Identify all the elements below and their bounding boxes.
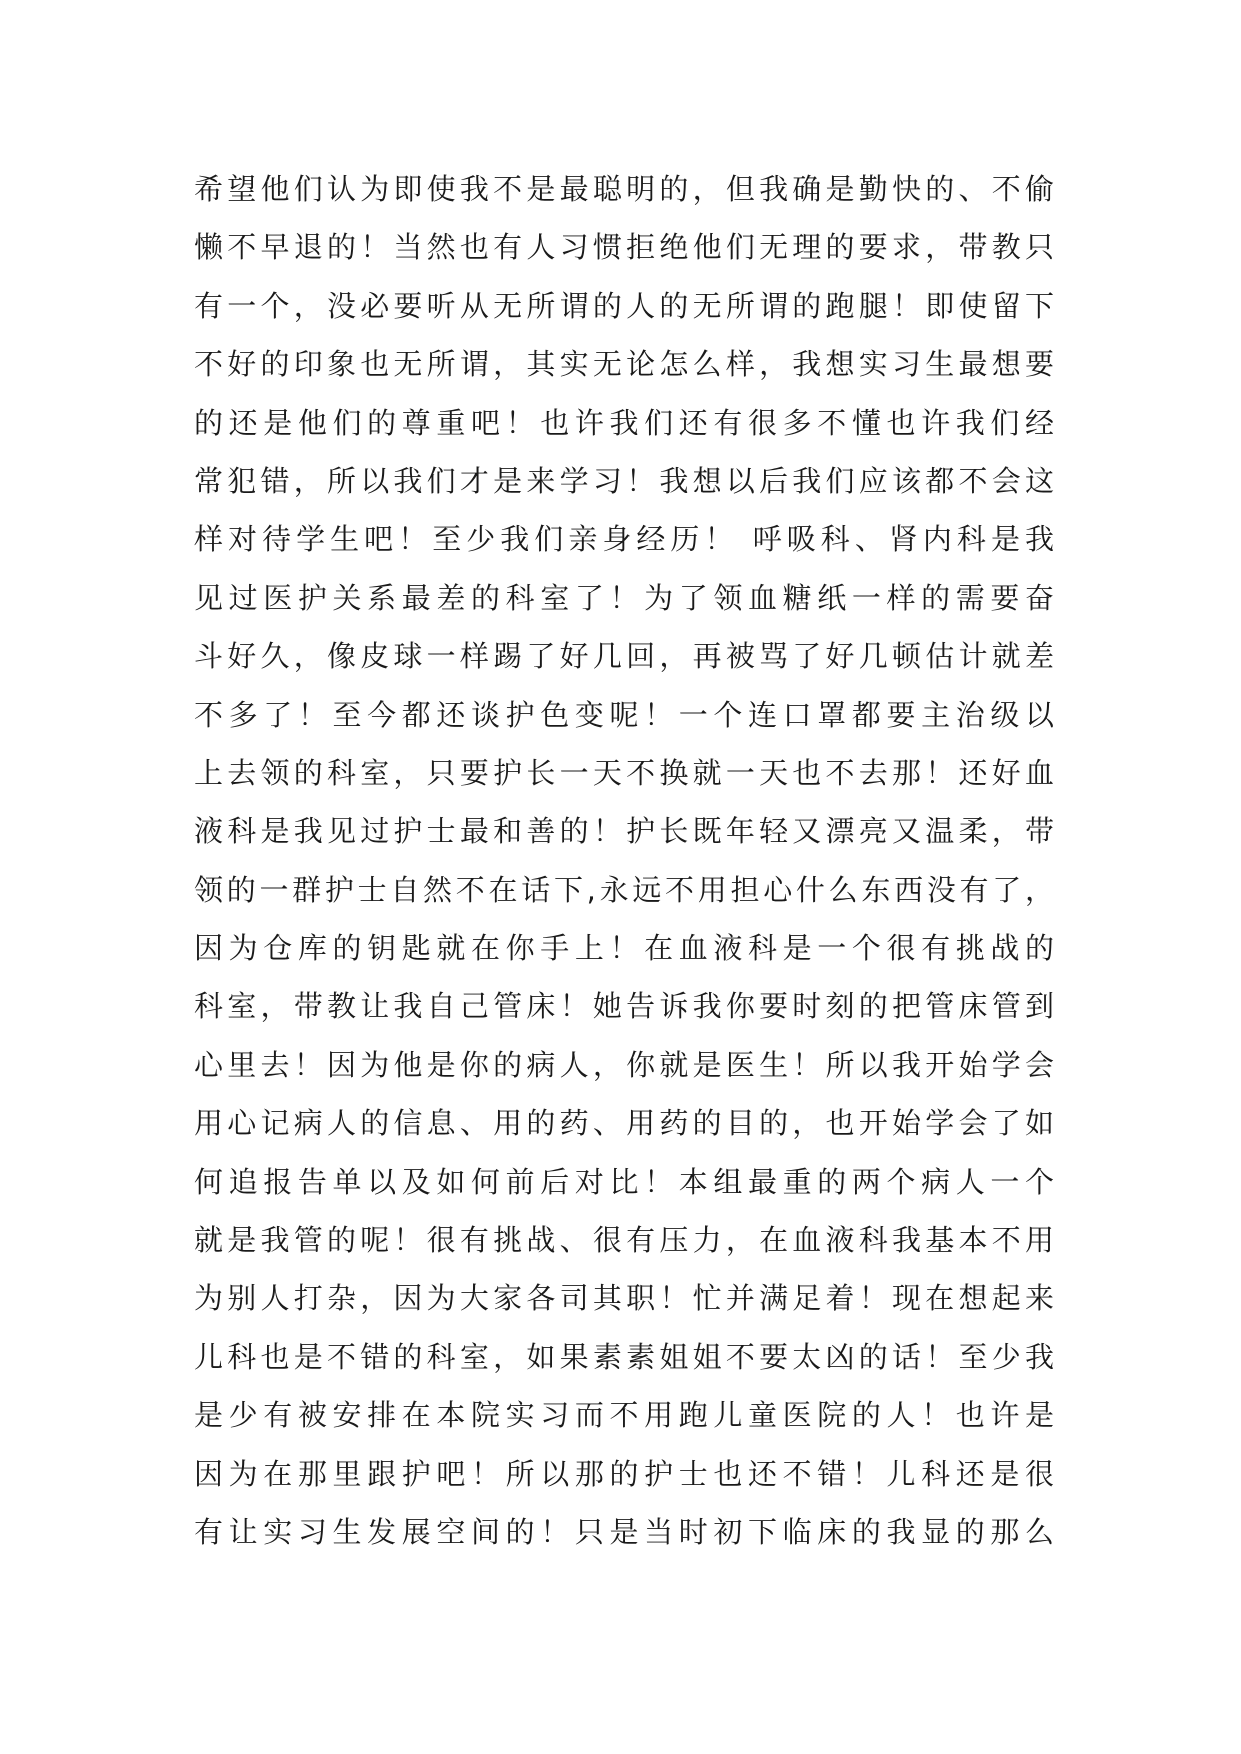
text-line: 因为仓库的钥匙就在你手上！在血液科是一个很有挑战的 — [194, 931, 1054, 966]
text-line: 希望他们认为即使我不是最聪明的，但我确是勤快的、不偷 — [194, 172, 1054, 206]
text-line: 常犯错，所以我们才是来学习！我想以后我们应该都不会这 — [194, 463, 1054, 498]
text-line: 因为在那里跟护吧！所以那的护士也还不错！儿科还是很 — [194, 1456, 1054, 1491]
text-line: 斗好久，像皮球一样踢了好几回，再被骂了好几顿估计就差 — [194, 639, 1054, 674]
text-line: 上去领的科室，只要护长一天不换就一天也不去那！还好血 — [194, 755, 1054, 790]
text-line: 见过医护关系最差的科室了！为了领血糖纸一样的需要奋 — [194, 580, 1054, 615]
text-line: 就是我管的呢！很有挑战、很有压力，在血液科我基本不用 — [194, 1223, 1054, 1258]
text-line: 儿科也是不错的科室，如果素素姐姐不要太凶的话！至少我 — [194, 1339, 1054, 1374]
text-line: 是少有被安排在本院实习而不用跑儿童医院的人！也许是 — [194, 1398, 1054, 1433]
text-line: 有一个，没必要听从无所谓的人的无所谓的跑腿！即使留下 — [194, 288, 1054, 323]
text-line: 不好的印象也无所谓，其实无论怎么样，我想实习生最想要 — [194, 347, 1054, 382]
body-text — [194, 160, 1054, 1561]
text-line: 懒不早退的！当然也有人习惯拒绝他们无理的要求，带教只 — [194, 230, 1054, 265]
text-line: 领的一群护士自然不在话下,永远不用担心什么东西没有了， — [194, 872, 1054, 907]
text-line: 不多了！至今都还谈护色变呢！一个连口罩都要主治级以 — [194, 697, 1054, 732]
text-line: 用心记病人的信息、用的药、用药的目的，也开始学会了如 — [194, 1106, 1054, 1141]
text-line: 何追报告单以及如何前后对比！本组最重的两个病人一个 — [194, 1164, 1054, 1199]
text-line: 的还是他们的尊重吧！也许我们还有很多不懂也许我们经 — [194, 405, 1054, 440]
text-line: 样对待学生吧！至少我们亲身经历！ 呼吸科、肾内科是我 — [194, 522, 1054, 557]
text-line: 心里去！因为他是你的病人，你就是医生！所以我开始学会 — [194, 1047, 1054, 1082]
text-line: 有让实习生发展空间的！只是当时初下临床的我显的那么 — [194, 1514, 1054, 1549]
text-line: 为别人打杂，因为大家各司其职！忙并满足着！现在想起来 — [194, 1281, 1054, 1316]
text-line: 液科是我见过护士最和善的！护长既年轻又漂亮又温柔，带 — [194, 814, 1054, 849]
text-line: 科室，带教让我自己管床！她告诉我你要时刻的把管床管到 — [194, 989, 1054, 1024]
